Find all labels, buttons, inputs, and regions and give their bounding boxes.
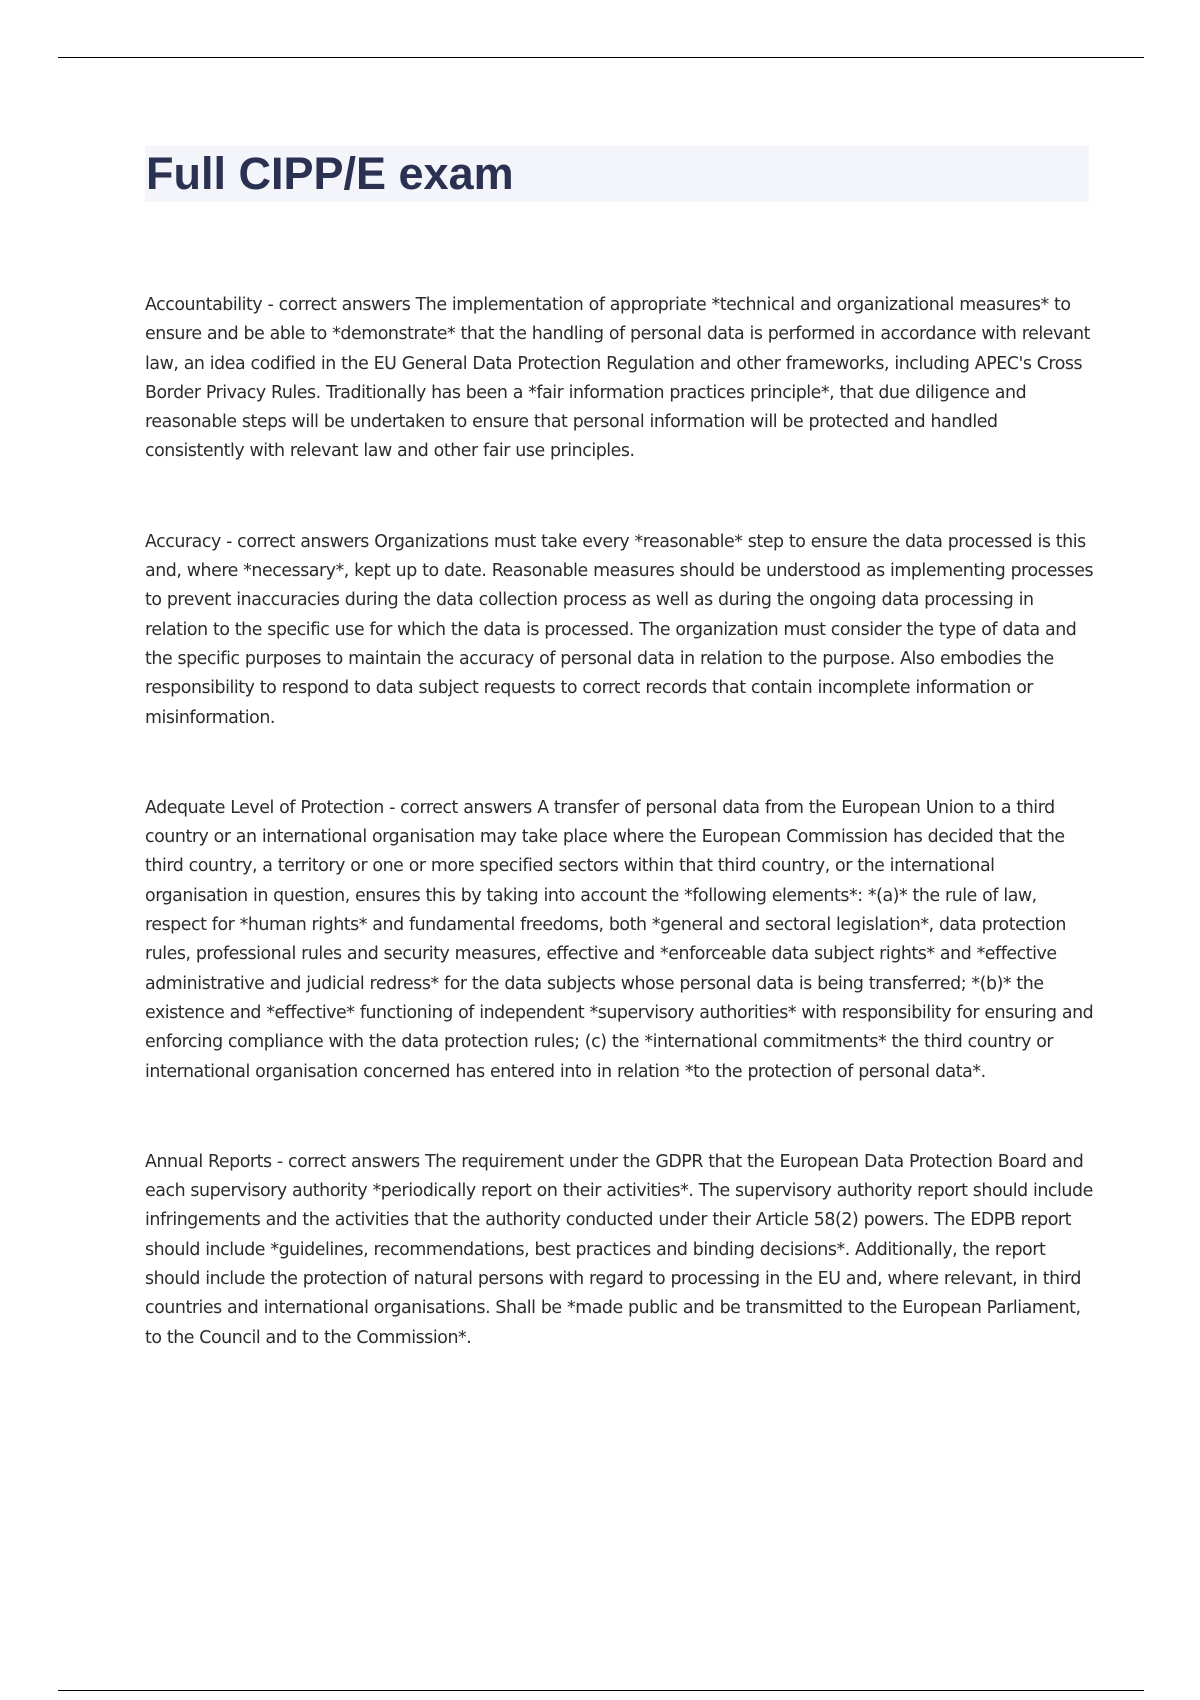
flashcard-entry-accountability: Accountability - correct answers The implementation of appropriate *technical and organizational measures* to ensure and be able to *demonstrate* that the handling of personal data is performed in accordance with relevant law, an idea codified in the EU General Data Protection Regulation and other frameworks, including APEC's Cross Border Privacy Rules. Traditionally has been a *fair information practices principle*, that due diligence and reasonable steps will be undertaken to ensure that personal information will be protected and handled consistently with relevant law and other fair use principles. — [145, 295, 1090, 462]
flashcard-list — [145, 291, 1095, 1414]
flashcard-entry-accuracy: Accuracy - correct answers Organizations must take every *reasonable* step to ensure the data processed is this and, where *necessary*, kept up to date. Reasonable measures should be understood as implementing processes to prevent inaccuracies during the data collection process as well as during the ongoing data processing in relation to the specific use for which the data is processed. The organization must consider the type of data and the specific purposes to maintain the accuracy of personal data in relation to the purpose. Also embodies the responsibility to respond to data subject requests to correct records that contain incomplete information or misinformation. — [145, 531, 1094, 728]
flashcard-entry-adequate-level-of-protection: Adequate Level of Protection - correct answers A transfer of personal data from the European Union to a third country or an international organisation may take place where the European Commission has decided that the third country, a territory or one or more specified sectors within that third country, or the international organisation in question, ensures this by taking into account the *following elements*: *(a)* the rule of law, respect for *human rights* and fundamental freedoms, both *general and sectoral legislation*, data protection rules, professional rules and security measures, effective and *enforceable data subject rights* and *effective administrative and judicial redress* for the data subjects whose personal data is being transferred; *(b)* the existence and *effective* functioning of independent *supervisory authorities* with responsibility for ensuring and enforcing compliance with the data protection rules; (c) the *international commitments* the third country or international organisation concerned has entered into in relation *to the protection of personal data*. — [145, 797, 1094, 1082]
top-divider — [58, 57, 1144, 58]
flashcard-entry-annual-reports: Annual Reports - correct answers The requirement under the GDPR that the European Data Protection Board and each supervisory authority *periodically report on their activities*. The supervisory authority report should include infringements and the activities that the authority conducted under their Article 58(2) powers. The EDPB report should include *guidelines, recommendations, best practices and binding decisions*. Additionally, the report should include the protection of natural persons with regard to processing in the EU and, where relevant, in third countries and international organisations. Shall be *made public and be transmitted to the European Parliament, to the Council and to the Commission*. — [145, 1151, 1093, 1348]
bottom-divider — [58, 1690, 1144, 1691]
document-title: Full CIPP/E exam — [146, 148, 514, 199]
